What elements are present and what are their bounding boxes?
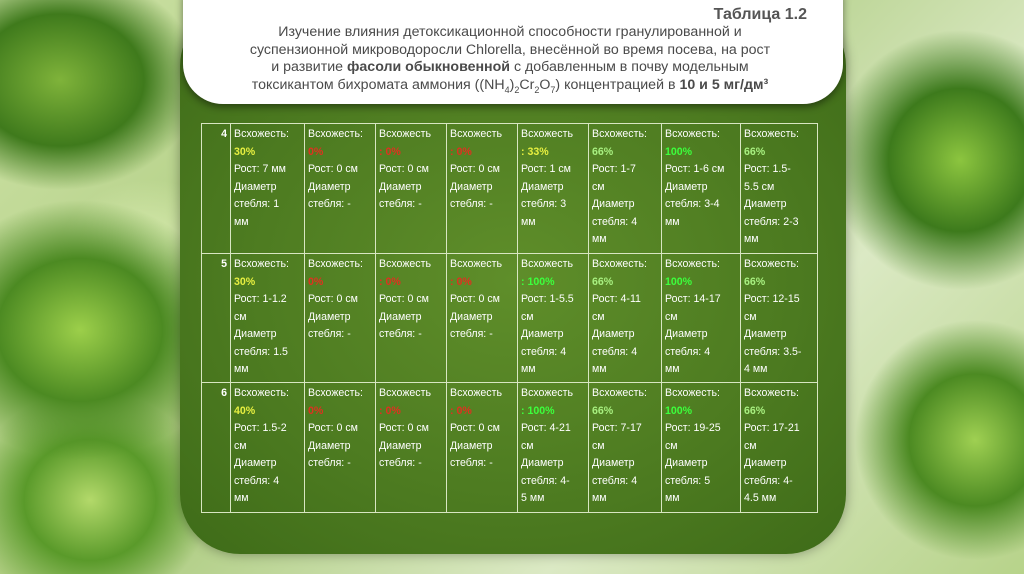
- caption-concentration: 10 и 5 мг/дм³: [679, 76, 769, 93]
- cell-line: стебля: 4-: [521, 474, 570, 487]
- cell-line: см: [744, 439, 757, 452]
- cell-line: Диаметр: [744, 198, 787, 210]
- germination-value: 66%: [592, 275, 614, 288]
- cell-line: Диаметр: [308, 180, 351, 193]
- table-cell: [589, 254, 662, 383]
- cell-line: Диаметр: [308, 310, 351, 323]
- cell-line: мм: [744, 233, 759, 245]
- cell-line: стебля: 1.5: [234, 345, 288, 358]
- cell-line: стебля: 3-4: [665, 198, 720, 210]
- cell-line: Рост: 0 см: [308, 422, 358, 434]
- cell-line: стебля: 4: [521, 345, 567, 358]
- row-label: 5: [202, 254, 231, 383]
- caption-line-3: и развитие фасоли обыкновенной с добавленным в почву модельным: [271, 59, 749, 75]
- cell-line: Диаметр: [744, 457, 787, 469]
- germination-label: Всхожесть:: [308, 128, 363, 140]
- cell-line: Рост: 4-11: [592, 293, 641, 305]
- title-card: [183, 0, 843, 104]
- cell-line: стебля: 4-: [744, 474, 793, 487]
- germination-label: Всхожесть: [521, 258, 573, 270]
- cell-line: Рост: 1.5-2: [234, 422, 287, 434]
- germination-label: Всхожесть:: [665, 387, 720, 399]
- germination-label: Всхожесть:: [234, 128, 289, 140]
- germination-value: 66%: [744, 145, 766, 158]
- cell-line: стебля: -: [450, 198, 493, 210]
- cell-line: Диаметр: [665, 328, 708, 340]
- cell-line: Диаметр: [234, 328, 277, 340]
- table-cell: [447, 383, 518, 513]
- cell-line: Рост: 0 см: [450, 422, 500, 434]
- germination-value: 66%: [744, 404, 766, 417]
- table-cell: [741, 124, 818, 254]
- cell-line: см: [234, 439, 247, 452]
- cell-line: Диаметр: [379, 439, 422, 452]
- cell-line: стебля: -: [308, 457, 351, 469]
- cell-line: Рост: 1-7: [592, 163, 636, 175]
- table-cell: [741, 383, 818, 513]
- germination-label: Всхожесть: [450, 387, 502, 399]
- caption-line-4: токсикантом бихромата аммония $((NH_4)_2Cr_2O_7)$ концентрацией в 10 и 5 мг/дм³: [251, 76, 769, 95]
- germination-value: 100%: [665, 145, 693, 158]
- cell-line: Рост: 0 см: [308, 163, 358, 175]
- cell-line: Рост: 1 см: [521, 163, 571, 175]
- cell-line: см: [592, 310, 605, 323]
- table-cell: [305, 254, 376, 383]
- germination-value: 66%: [592, 404, 614, 417]
- germination-label: Всхожесть:: [665, 128, 720, 140]
- table-cell: [231, 254, 305, 383]
- cell-line: 4.5 мм: [744, 492, 777, 504]
- cell-line: Рост: 1.5-: [744, 163, 791, 175]
- table-cell: [376, 124, 447, 254]
- table-row: [202, 124, 818, 254]
- cell-line: Диаметр: [592, 328, 635, 340]
- germination-label: Всхожесть: [450, 258, 502, 270]
- germination-value: : 0%: [450, 145, 472, 158]
- cell-line: мм: [234, 215, 249, 228]
- germination-value: 30%: [234, 275, 256, 288]
- table-cell: [231, 383, 305, 513]
- table-cell: [447, 124, 518, 254]
- caption-line-2: суспензионной микроводоросли Chlorella, внесённой во время посева, на рост: [249, 41, 771, 58]
- cell-line: Рост: 12-15: [744, 293, 800, 305]
- cell-line: стебля: 1: [234, 198, 280, 210]
- caption-line-1: Изучение влияния детоксикационной способности гранулированной и: [278, 24, 742, 40]
- cell-line: 5.5 см: [744, 180, 775, 193]
- germination-label: Всхожесть: [379, 258, 431, 270]
- cell-line: Диаметр: [450, 180, 493, 193]
- cell-line: стебля: 2-3: [744, 215, 799, 228]
- cell-line: Диаметр: [665, 180, 708, 193]
- germination-label: Всхожесть: [379, 387, 431, 399]
- cell-line: Диаметр: [450, 439, 493, 452]
- cell-line: Диаметр: [592, 457, 635, 469]
- cell-line: Диаметр: [379, 180, 422, 193]
- table-cell: [231, 124, 305, 254]
- cell-line: стебля: -: [379, 198, 422, 210]
- table-cell: [662, 383, 741, 513]
- cell-line: мм: [234, 492, 249, 504]
- cell-line: Рост: 1-6 см: [665, 163, 725, 175]
- cell-line: Рост: 1-1.2: [234, 293, 287, 305]
- cell-line: стебля: -: [308, 198, 351, 210]
- germination-label: Всхожесть:: [308, 258, 363, 270]
- germination-value: 100%: [665, 275, 693, 288]
- cell-line: мм: [665, 363, 680, 375]
- germination-label: Всхожесть:: [592, 387, 647, 399]
- cell-line: Диаметр: [234, 457, 277, 469]
- cell-line: Рост: 0 см: [379, 163, 429, 175]
- cell-line: Диаметр: [308, 439, 351, 452]
- cell-line: Рост: 7-17: [592, 422, 642, 434]
- cell-line: мм: [521, 215, 536, 228]
- germination-value: 30%: [234, 145, 256, 158]
- germination-label: Всхожесть: [379, 128, 431, 140]
- cell-line: Диаметр: [521, 180, 564, 193]
- caption-plant-name: фасоли обыкновенной: [347, 59, 511, 75]
- table-cell: [662, 254, 741, 383]
- cell-line: Диаметр: [450, 310, 493, 323]
- cell-line: см: [665, 439, 678, 452]
- cell-line: Рост: 17-21: [744, 422, 800, 434]
- table-cell: [589, 383, 662, 513]
- cell-line: Рост: 1-5.5: [521, 293, 574, 305]
- germination-value: : 0%: [379, 404, 401, 417]
- table-cell: [376, 254, 447, 383]
- cell-line: мм: [592, 492, 607, 504]
- cell-line: см: [234, 310, 247, 323]
- germination-label: Всхожесть:: [308, 387, 363, 399]
- germination-value: 0%: [308, 145, 324, 158]
- cell-line: стебля: 3.5-: [744, 345, 802, 358]
- germination-label: Всхожесть:: [665, 258, 720, 270]
- table-cell: [447, 254, 518, 383]
- cell-line: Рост: 7 мм: [234, 163, 286, 175]
- germination-label: Всхожесть:: [744, 258, 799, 270]
- cell-line: Диаметр: [592, 198, 635, 210]
- germination-value: 66%: [592, 145, 614, 158]
- table-cell: [589, 124, 662, 254]
- cell-line: Рост: 14-17: [665, 293, 721, 305]
- germination-value: : 100%: [521, 275, 555, 288]
- cell-line: см: [665, 310, 678, 323]
- germination-label: Всхожесть: [521, 128, 573, 140]
- table-cell: [741, 254, 818, 383]
- table-number: Таблица 1.2: [713, 6, 807, 23]
- germination-value: : 0%: [450, 404, 472, 417]
- cell-line: 5 мм: [521, 492, 545, 504]
- cell-line: стебля: 4: [592, 215, 638, 228]
- cell-line: Рост: 0 см: [450, 163, 500, 175]
- cell-line: Диаметр: [744, 328, 787, 340]
- cell-line: см: [592, 180, 605, 193]
- germination-label: Всхожесть:: [592, 258, 647, 270]
- cell-line: мм: [592, 233, 607, 245]
- germination-value: : 100%: [521, 404, 555, 417]
- germination-label: Всхожесть: [521, 387, 573, 399]
- row-label: 6: [202, 383, 231, 513]
- germination-label: Всхожесть:: [234, 387, 289, 399]
- germination-value: : 0%: [379, 275, 401, 288]
- germination-label: Всхожесть:: [744, 387, 799, 399]
- cell-line: стебля: -: [308, 328, 351, 340]
- germination-value: 0%: [308, 275, 324, 288]
- cell-line: мм: [592, 363, 607, 375]
- germination-label: Всхожесть:: [234, 258, 289, 270]
- table-cell: [518, 124, 589, 254]
- cell-line: Диаметр: [234, 180, 277, 193]
- results-table: [201, 123, 818, 513]
- cell-line: Рост: 0 см: [379, 293, 429, 305]
- table-row: [202, 383, 818, 513]
- table-cell: [518, 383, 589, 513]
- cell-line: мм: [665, 215, 680, 228]
- cell-line: стебля: 5: [665, 474, 711, 487]
- germination-value: : 0%: [450, 275, 472, 288]
- cell-line: см: [521, 439, 534, 452]
- germination-value: : 33%: [521, 145, 549, 158]
- cell-line: Диаметр: [379, 310, 422, 323]
- cell-line: стебля: 4: [665, 345, 711, 358]
- cell-line: Рост: 4-21: [521, 422, 571, 434]
- cell-line: мм: [521, 363, 536, 375]
- germination-label: Всхожесть: [450, 128, 502, 140]
- cell-line: стебля: -: [450, 457, 493, 469]
- germination-value: 40%: [234, 404, 256, 417]
- cell-line: Диаметр: [665, 457, 708, 469]
- cell-line: Рост: 19-25: [665, 422, 721, 434]
- cell-line: Рост: 0 см: [308, 293, 358, 305]
- cell-line: стебля: -: [379, 328, 422, 340]
- cell-line: см: [592, 439, 605, 452]
- germination-value: 0%: [308, 404, 324, 417]
- germination-value: 66%: [744, 275, 766, 288]
- cell-line: Рост: 0 см: [379, 422, 429, 434]
- cell-line: мм: [665, 492, 680, 504]
- cell-line: Диаметр: [521, 457, 564, 469]
- cell-line: Диаметр: [521, 328, 564, 340]
- cell-line: см: [744, 310, 757, 323]
- table-cell: [305, 383, 376, 513]
- cell-line: мм: [234, 363, 249, 375]
- cell-line: стебля: -: [450, 328, 493, 340]
- table-cell: [662, 124, 741, 254]
- cell-line: см: [521, 310, 534, 323]
- table-cell: [305, 124, 376, 254]
- table-cell: [518, 254, 589, 383]
- cell-line: стебля: 3: [521, 198, 567, 210]
- cell-line: стебля: 4: [592, 474, 638, 487]
- germination-label: Всхожесть:: [592, 128, 647, 140]
- cell-line: стебля: -: [379, 457, 422, 469]
- cell-line: Рост: 0 см: [450, 293, 500, 305]
- table-row: [202, 254, 818, 383]
- cell-line: стебля: 4: [592, 345, 638, 358]
- germination-label: Всхожесть:: [744, 128, 799, 140]
- germination-value: : 0%: [379, 145, 401, 158]
- table-caption: [213, 24, 807, 99]
- row-label: 4: [202, 124, 231, 254]
- cell-line: стебля: 4: [234, 474, 280, 487]
- table-cell: [376, 383, 447, 513]
- cell-line: 4 мм: [744, 363, 768, 375]
- germination-value: 100%: [665, 404, 693, 417]
